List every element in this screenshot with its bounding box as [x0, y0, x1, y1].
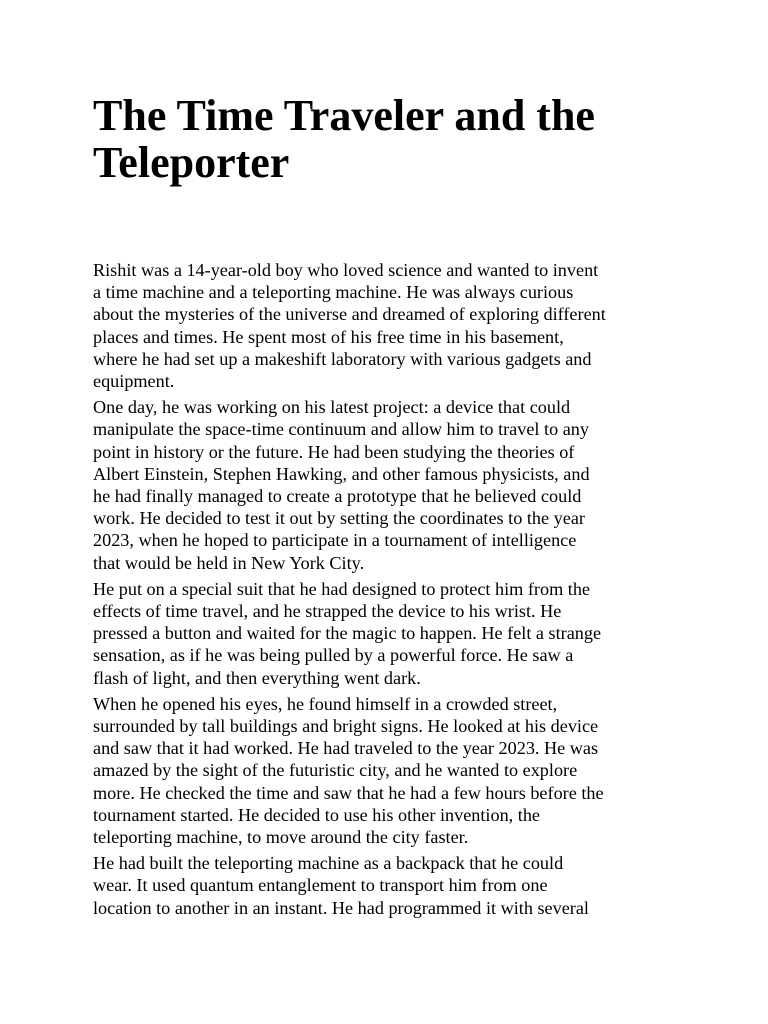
text-line: teleporting machine, to move around the city faster.	[93, 827, 469, 848]
text-line: tournament started. He decided to use his other invention, the	[93, 804, 540, 825]
text-line: point in history or the future. He had been studying the theories of	[93, 441, 575, 462]
paragraph-3	[93, 578, 683, 689]
paragraph-1	[93, 259, 683, 392]
text-line: surrounded by tall buildings and bright signs. He looked at his device	[93, 716, 599, 737]
text-line: about the mysteries of the universe and dreamed of exploring different	[93, 304, 606, 325]
text-line: pressed a button and waited for the magic to happen. He felt a strange	[93, 623, 602, 644]
text-line: more. He checked the time and saw that he had a few hours before the	[93, 782, 604, 803]
paragraph-2	[93, 396, 683, 574]
document-title: The Time Traveler and the Teleporter	[93, 91, 595, 187]
text-line: 2023, when he hoped to participate in a tournament of intelligence	[93, 530, 577, 551]
text-line: work. He decided to test it out by setting the coordinates to the year	[93, 508, 585, 529]
text-line: wear. It used quantum entanglement to transport him from one	[93, 875, 548, 896]
paragraph-4	[93, 693, 683, 848]
text-line: location to another in an instant. He had programmed it with several	[93, 897, 589, 918]
text-line: places and times. He spent most of his free time in his basement,	[93, 326, 564, 347]
text-line: When he opened his eyes, he found himself in a crowded street,	[93, 693, 558, 714]
text-line: He had built the teleporting machine as a backpack that he could	[93, 853, 564, 874]
text-line: and saw that it had worked. He had traveled to the year 2023. He was	[93, 738, 599, 759]
text-line: he had finally managed to create a prototype that he believed could	[93, 486, 582, 507]
text-line: where he had set up a makeshift laboratory with various gadgets and	[93, 348, 592, 369]
paragraph-5	[93, 852, 683, 919]
text-line: amazed by the sight of the futuristic city, and he wanted to explore	[93, 760, 578, 781]
text-line: equipment.	[93, 371, 175, 392]
text-line: effects of time travel, and he strapped the device to his wrist. He	[93, 601, 562, 622]
text-line: Albert Einstein, Stephen Hawking, and other famous physicists, and	[93, 463, 590, 484]
text-line: a time machine and a teleporting machine. He was always curious	[93, 282, 574, 303]
text-line: Rishit was a 14-year-old boy who loved science and wanted to invent	[93, 260, 599, 280]
text-line: flash of light, and then everything went dark.	[93, 667, 421, 688]
document-body	[93, 259, 683, 923]
text-line: manipulate the space-time continuum and allow him to travel to any	[93, 419, 589, 440]
text-line: sensation, as if he was being pulled by a powerful force. He saw a	[93, 645, 574, 666]
text-line: He put on a special suit that he had designed to protect him from the	[93, 578, 590, 599]
text-line: that would be held in New York City.	[93, 552, 365, 573]
text-line: One day, he was working on his latest project: a device that could	[93, 397, 571, 418]
